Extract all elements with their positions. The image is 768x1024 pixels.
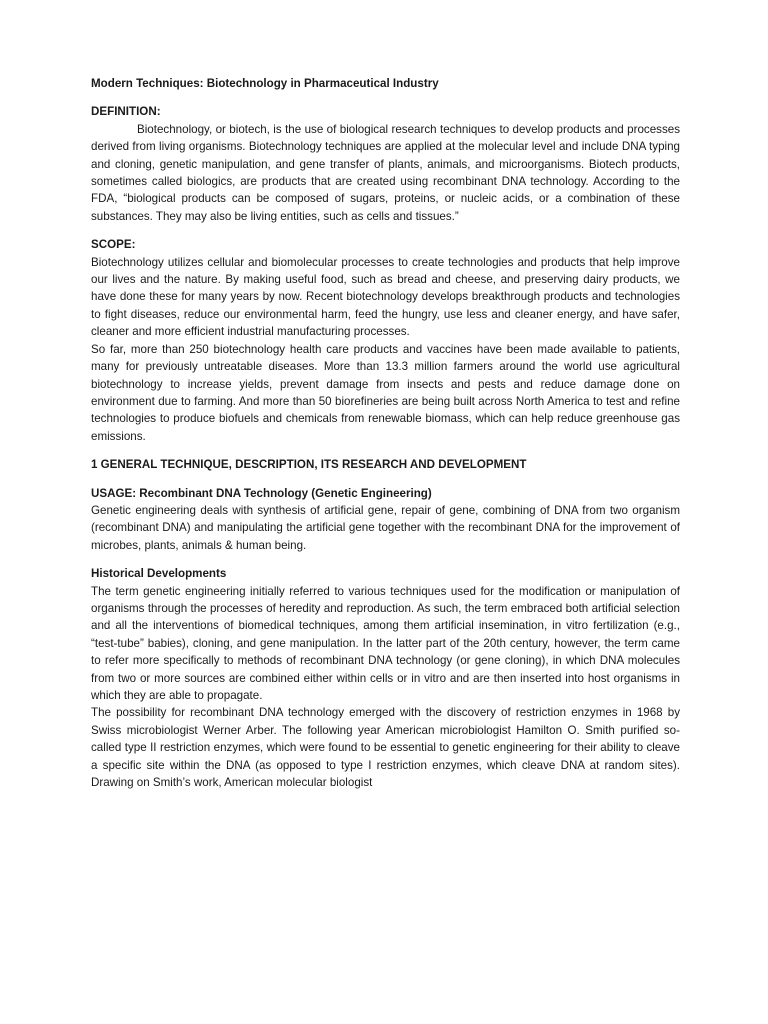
history-heading: Historical Developments: [91, 567, 227, 581]
document-title: Modern Techniques: Biotechnology in Pharmaceutical Industry: [91, 77, 439, 90]
document-page: [91, 75, 680, 791]
usage-heading: USAGE: Recombinant DNA Technology (Genetic Engineering): [91, 486, 432, 500]
history-paragraph-2: The possibility for recombinant DNA technology emerged with the discovery of restriction enzymes in 1968 by Swiss microbiologist Werner Arber. The following year American microbiologist Hamilton O. Smith purified so-called type II restriction enzymes, which were found to be essential to genetic engineering for their ability to cleave a specific site within the DNA (as opposed to type I restriction enzymes, which cleave DNA at random sites). Drawing on Smith’s work, American molecular biologist: [91, 706, 680, 790]
scope-paragraph-2: So far, more than 250 biotechnology health care products and vaccines have been made available to patients, many for previously untreatable diseases. More than 13.3 million farmers around the world use agricultural biotechnology to increase yields, prevent damage from insects and pests and reduce damage done on environment due to farming. And more than 50 biorefineries are being built across North America to test and refine technologies to produce biofuels and chemicals from renewable biomass, which can help reduce greenhouse gas emissions.: [91, 342, 680, 443]
definition-heading: DEFINITION:: [91, 105, 161, 119]
scope-heading: SCOPE:: [91, 238, 136, 252]
technique-heading: 1 GENERAL TECHNIQUE, DESCRIPTION, ITS RESEARCH AND DEVELOPMENT: [91, 458, 527, 472]
usage-paragraph: Genetic engineering deals with synthesis of artificial gene, repair of gene, combining of DNA from two organism (recombinant DNA) and manipulating the artificial gene together with the recombinant DNA for the improvement of microbes, plants, animals & human being.: [91, 503, 680, 552]
history-paragraph-1: The term genetic engineering initially referred to various techniques used for the modification or manipulation of organisms through the processes of heredity and reproduction. As such, the term embraced both artificial selection and all the interventions of biomedical techniques, among them artificial insemination, in vitro fertilization (e.g., “test-tube” babies), cloning, and gene manipulation. In the latter part of the 20th century, however, the term came to refer more specifically to methods of recombinant DNA technology (or gene cloning), in which DNA molecules from two or more sources are combined either within cells or in vitro and are then inserted into host organisms in which they are able to propagate.: [91, 584, 680, 702]
definition-paragraph: Biotechnology, or biotech, is the use of biological research techniques to develop products and processes derived from living organisms. Biotechnology techniques are applied at the molecular level and include DNA typing and cloning, genetic manipulation, and gene transfer of plants, animals, and microorganisms. Biotech products, sometimes called biologics, are products that are created using recombinant DNA technology. According to the FDA, “biological products can be composed of sugars, proteins, or nucleic acids, or a combination of these substances. They may also be living entities, such as cells and tissues.”: [91, 122, 680, 223]
scope-paragraph-1: Biotechnology utilizes cellular and biomolecular processes to create technologies and products that help improve our lives and the nature. By making useful food, such as bread and cheese, and preserving dairy products, we have done these for many years by now. Recent biotechnology develops breakthrough products and technologies to fight diseases, reduce our environmental harm, feed the hungry, use less and cleaner energy, and have safer, cleaner and more efficient industrial manufacturing processes.: [91, 255, 680, 339]
